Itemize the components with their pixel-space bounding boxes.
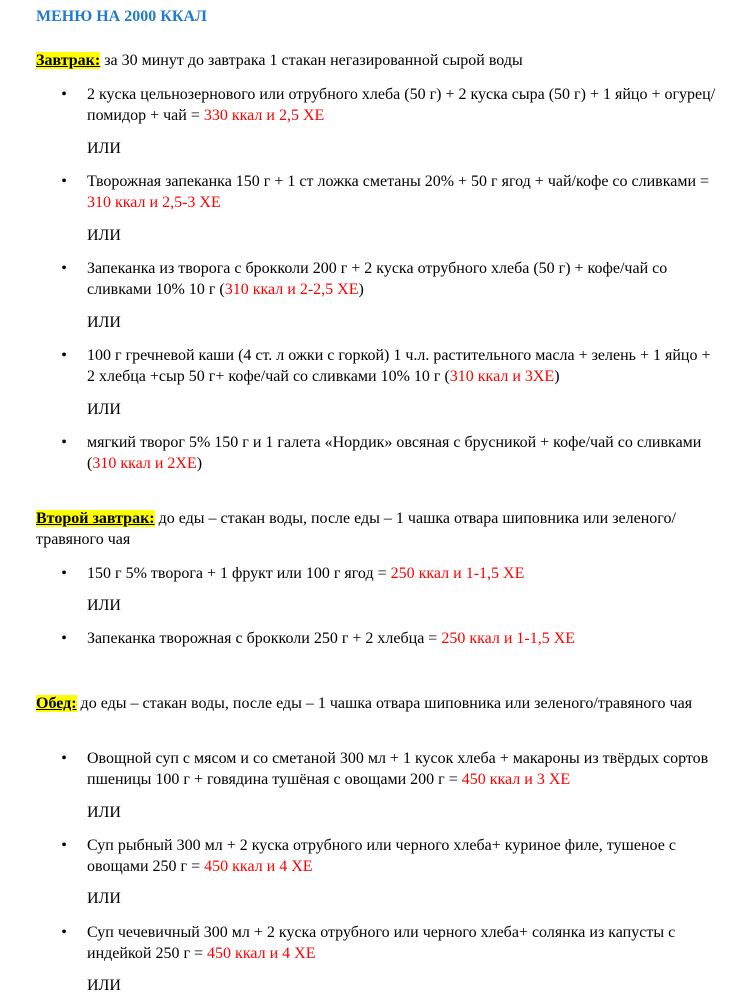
or-separator [36, 888, 716, 909]
item-text-end: ) [196, 455, 203, 472]
item-text-end: ) [554, 368, 560, 385]
bullet-icon: • [61, 630, 67, 647]
item-text: 150 г 5% творога + 1 фрукт или 100 г ягод = [87, 565, 391, 582]
bullet-icon: • [61, 924, 67, 941]
list-item [36, 345, 716, 387]
kcal-value: 450 ккал и 4 ХЕ [204, 858, 313, 875]
menu-item [36, 563, 716, 584]
kcal-value: 250 ккал и 1-1,5 ХЕ [390, 565, 525, 582]
kcal-value: 450 ккал и 4 ХЕ [207, 945, 316, 962]
or-label: ИЛИ [87, 227, 121, 244]
menu-item [36, 748, 716, 790]
or-separator [36, 595, 716, 616]
kcal-value: 330 ккал и 2,5 ХЕ [203, 107, 325, 124]
bullet-icon: • [61, 86, 67, 103]
menu-item [36, 922, 716, 964]
or-separator [36, 399, 716, 420]
or-label: ИЛИ [87, 314, 121, 331]
bullet-icon: • [61, 565, 67, 582]
item-text: Овощной суп с мясом и со сметаной 300 мл + 1 кусок хлеба + макароны из твёрдых сортов пшеницы 100 г + говядина тушёная с овощами 200 г = [87, 750, 709, 788]
kcal-value: 250 ккал и 1-1,5 ХЕ [441, 630, 576, 647]
section-label: Обед: [36, 695, 77, 712]
kcal-value: 310 ккал и 2-2,5 ХЕ [224, 281, 359, 298]
section-intro-text: до еды – стакан воды, после еды – 1 чашка отвара шиповника или зеленого/травяного чая [36, 510, 676, 548]
or-label: ИЛИ [87, 890, 121, 907]
or-label: ИЛИ [87, 597, 121, 614]
menu-item [36, 345, 716, 387]
list-item [36, 563, 716, 584]
section-breakfast [36, 50, 716, 71]
menu-item [36, 171, 716, 213]
section-intro-text: за 30 минут до завтрака 1 стакан негазированной сырой воды [100, 52, 523, 69]
kcal-value: 310 ккал и 3ХЕ [449, 368, 555, 385]
list-item [36, 748, 716, 790]
or-separator [36, 138, 716, 159]
item-text: Суп чечевичный 300 мл + 2 куска отрубного или черного хлеба+ солянка из капусты с индейкой 250 г = [87, 924, 676, 962]
or-label: ИЛИ [87, 977, 121, 994]
list-item [36, 432, 716, 474]
or-separator [36, 975, 716, 996]
item-text: Творожная запеканка 150 г + 1 ст ложка сметаны 20% + 50 г ягод + чай/кофе со сливками = [87, 173, 710, 190]
section-intro [36, 508, 716, 550]
list-item [36, 835, 716, 877]
section-lunch [36, 693, 716, 714]
section-intro [36, 50, 716, 71]
bullet-icon: • [61, 173, 67, 190]
section-intro [36, 693, 716, 714]
page-title: МЕНЮ НА 2000 ККАЛ [36, 8, 207, 25]
bullet-icon: • [61, 347, 67, 364]
item-text: мягкий творог 5% 150 г и 1 галета «Нордик» овсяная с брусникой + кофе/чай со сливками ( [87, 434, 702, 472]
item-text: 2 куска цельнозернового или отрубного хлеба (50 г) + 2 куска сыра (50 г) + 1 яйцо + огурец/помидор + чай = [87, 86, 716, 124]
menu-item [36, 628, 716, 649]
section-label: Завтрак: [36, 52, 101, 69]
or-separator [36, 802, 716, 823]
or-label: ИЛИ [87, 140, 121, 157]
item-text: Запеканка творожная с брокколи 250 г + 2 хлебца = [87, 630, 442, 647]
item-text: 100 г гречневой каши (4 ст. л ожки с горкой) 1 ч.л. растительного масла + зелень + 1 яйцо + 2 хлебца +сыр 50 г+ кофе/чай со сливками 10% 10 г ( [87, 347, 711, 385]
or-separator [36, 312, 716, 333]
list-item [36, 258, 716, 300]
item-text-end: ) [358, 281, 364, 298]
bullet-icon: • [61, 750, 67, 767]
menu-item [36, 835, 716, 877]
bullet-icon: • [61, 434, 67, 451]
list-item [36, 171, 716, 213]
section-label: Второй завтрак: [36, 510, 155, 527]
bullet-icon: • [61, 260, 67, 277]
menu-item [36, 84, 716, 126]
item-text: Запеканка из творога с брокколи 200 г + 2 куска отрубного хлеба (50 г) + кофе/чай со сливками 10% 10 г ( [87, 260, 668, 298]
item-text: Суп рыбный 300 мл + 2 куска отрубного или черного хлеба+ куриное филе, тушеное с овощами 250 г = [87, 837, 676, 875]
kcal-value: 310 ккал и 2ХЕ [92, 455, 197, 472]
or-label: ИЛИ [87, 401, 121, 418]
section-second-breakfast [36, 508, 716, 550]
menu-item [36, 432, 716, 474]
section-intro-text: до еды – стакан воды, после еды – 1 чашка отвара шиповника или зеленого/травяного чая [76, 695, 693, 712]
or-separator [36, 225, 716, 246]
bullet-icon: • [61, 837, 67, 854]
kcal-value: 450 ккал и 3 ХЕ [461, 771, 571, 788]
list-item [36, 922, 716, 964]
list-item [36, 628, 716, 649]
kcal-value: 310 ккал и 2,5-3 ХЕ [87, 194, 221, 211]
menu-item [36, 258, 716, 300]
list-item [36, 84, 716, 126]
or-label: ИЛИ [87, 804, 121, 821]
